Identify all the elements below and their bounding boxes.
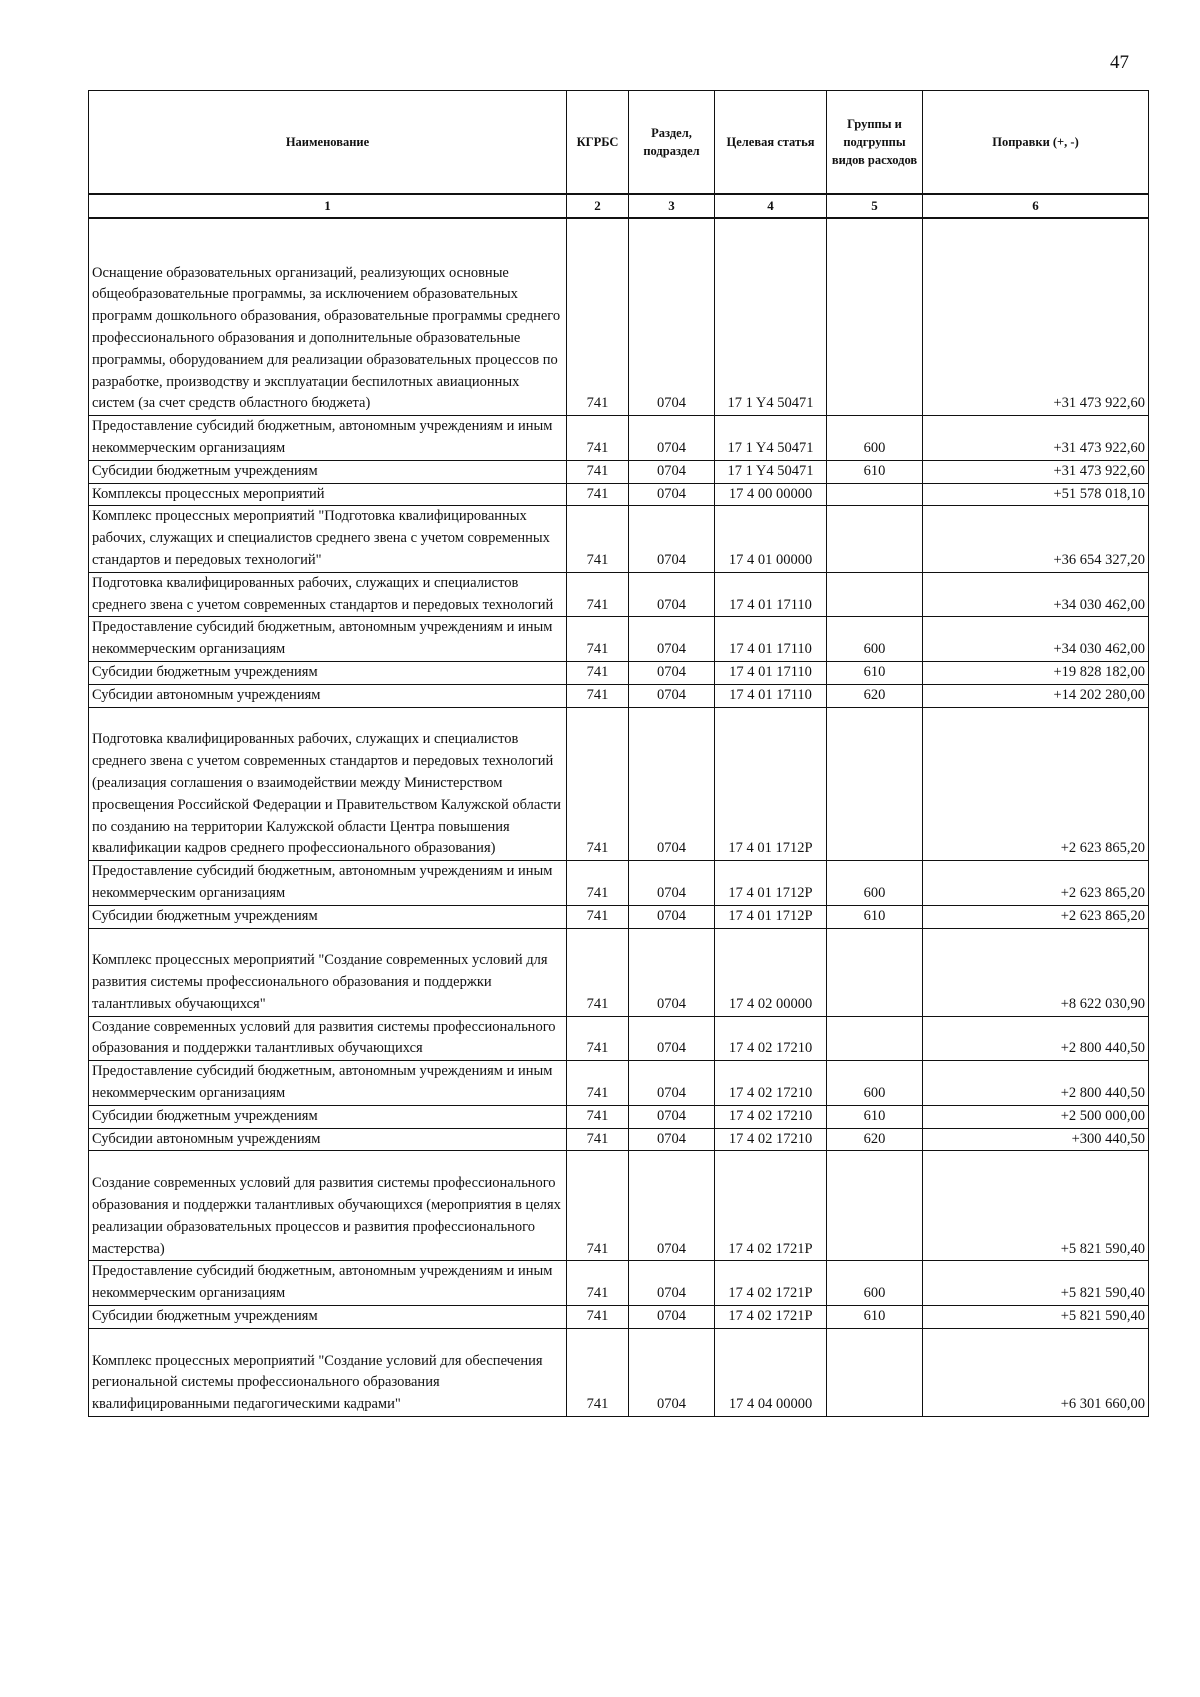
row-target: 17 4 01 17110 <box>715 661 827 684</box>
table-row <box>89 861 1149 906</box>
row-group: 610 <box>827 1306 923 1329</box>
row-amount: +6 301 660,00 <box>923 1328 1149 1416</box>
table-row <box>89 1328 1149 1416</box>
row-target: 17 4 01 17110 <box>715 617 827 662</box>
header-name: Наименование <box>89 91 567 195</box>
row-kgrbs: 741 <box>567 416 629 461</box>
table-row <box>89 617 1149 662</box>
row-target: 17 4 01 1712P <box>715 861 827 906</box>
header-target: Целевая статья <box>715 91 827 195</box>
row-section: 0704 <box>629 861 715 906</box>
row-section: 0704 <box>629 1328 715 1416</box>
row-name: Комплекс процессных мероприятий "Подготовка квалифицированных рабочих, служащих и специалистов среднего звена с учетом современных стандартов и передовых технологий" <box>89 506 567 572</box>
row-target: 17 1 Y4 50471 <box>715 460 827 483</box>
row-name: Предоставление субсидий бюджетным, автономным учреждениям и иным некоммерческим организациям <box>89 1261 567 1306</box>
table-row <box>89 1105 1149 1128</box>
budget-table <box>88 90 1149 1417</box>
row-name: Комплекс процессных мероприятий "Создание современных условий для развития системы профессионального образования и поддержки талантливых обучающихся" <box>89 928 567 1016</box>
row-group: 610 <box>827 661 923 684</box>
table-row <box>89 572 1149 617</box>
table-body <box>89 218 1149 1417</box>
row-target: 17 4 02 17210 <box>715 1061 827 1106</box>
row-section: 0704 <box>629 1105 715 1128</box>
row-name: Субсидии бюджетным учреждениям <box>89 1105 567 1128</box>
row-target: 17 4 00 00000 <box>715 483 827 506</box>
header-row <box>89 91 1149 195</box>
row-amount: +14 202 280,00 <box>923 684 1149 707</box>
table-row <box>89 218 1149 416</box>
row-group <box>827 483 923 506</box>
row-amount: +36 654 327,20 <box>923 506 1149 572</box>
row-name: Подготовка квалифицированных рабочих, служащих и специалистов среднего звена с учетом современных стандартов и передовых технологий (реализация соглашения о взаимодействии между Министерством просвещения Российской Федерации и Правительством Калужской области по созданию на территории Калужской области Центра повышения квалификации кадров среднего профессионального образования) <box>89 707 567 861</box>
row-group: 600 <box>827 1061 923 1106</box>
row-kgrbs: 741 <box>567 506 629 572</box>
row-name: Предоставление субсидий бюджетным, автономным учреждениям и иным некоммерческим организациям <box>89 861 567 906</box>
row-group: 620 <box>827 684 923 707</box>
row-group <box>827 928 923 1016</box>
row-target: 17 4 02 1721P <box>715 1151 827 1261</box>
row-group: 600 <box>827 861 923 906</box>
row-amount: +51 578 018,10 <box>923 483 1149 506</box>
row-target: 17 1 Y4 50471 <box>715 416 827 461</box>
row-amount: +8 622 030,90 <box>923 928 1149 1016</box>
row-kgrbs: 741 <box>567 572 629 617</box>
row-target: 17 1 Y4 50471 <box>715 218 827 416</box>
row-name: Предоставление субсидий бюджетным, автономным учреждениям и иным некоммерческим организациям <box>89 1061 567 1106</box>
table-row <box>89 1128 1149 1151</box>
row-target: 17 4 04 00000 <box>715 1328 827 1416</box>
column-number: 1 <box>89 194 567 218</box>
row-group: 600 <box>827 617 923 662</box>
row-kgrbs: 741 <box>567 460 629 483</box>
row-kgrbs: 741 <box>567 1328 629 1416</box>
row-target: 17 4 02 17210 <box>715 1105 827 1128</box>
row-group <box>827 1328 923 1416</box>
table-row <box>89 1151 1149 1261</box>
row-target: 17 4 01 1712P <box>715 905 827 928</box>
row-kgrbs: 741 <box>567 684 629 707</box>
page-number: 47 <box>1110 52 1129 73</box>
row-kgrbs: 741 <box>567 928 629 1016</box>
table-row <box>89 416 1149 461</box>
row-kgrbs: 741 <box>567 1261 629 1306</box>
row-section: 0704 <box>629 684 715 707</box>
row-name: Субсидии автономным учреждениям <box>89 684 567 707</box>
table-row <box>89 684 1149 707</box>
table-row <box>89 1261 1149 1306</box>
row-section: 0704 <box>629 617 715 662</box>
row-kgrbs: 741 <box>567 905 629 928</box>
row-target: 17 4 02 17210 <box>715 1016 827 1061</box>
row-section: 0704 <box>629 218 715 416</box>
row-name: Оснащение образовательных организаций, реализующих основные общеобразовательные программы, за исключением образовательных программ дошкольного образования, образовательные программы среднего профессионального образования и дополнительные образовательные программы, оборудованием для реализации образовательных процессов по разработке, производству и эксплуатации беспилотных авиационных систем (за счет средств областного бюджета) <box>89 218 567 416</box>
row-target: 17 4 01 1712P <box>715 707 827 861</box>
row-kgrbs: 741 <box>567 661 629 684</box>
row-name: Комплекс процессных мероприятий "Создание условий для обеспечения региональной системы профессионального образования квалифицированными педагогическими кадрами" <box>89 1328 567 1416</box>
table-row <box>89 506 1149 572</box>
row-name: Субсидии автономным учреждениям <box>89 1128 567 1151</box>
row-kgrbs: 741 <box>567 1016 629 1061</box>
row-kgrbs: 741 <box>567 1151 629 1261</box>
row-name: Субсидии бюджетным учреждениям <box>89 905 567 928</box>
row-section: 0704 <box>629 928 715 1016</box>
row-target: 17 4 01 00000 <box>715 506 827 572</box>
table-row <box>89 707 1149 861</box>
row-section: 0704 <box>629 707 715 861</box>
row-kgrbs: 741 <box>567 1105 629 1128</box>
column-number: 2 <box>567 194 629 218</box>
row-amount: +300 440,50 <box>923 1128 1149 1151</box>
row-name: Создание современных условий для развития системы профессионального образования и поддержки талантливых обучающихся <box>89 1016 567 1061</box>
row-target: 17 4 02 1721P <box>715 1306 827 1329</box>
row-name: Комплексы процессных мероприятий <box>89 483 567 506</box>
row-target: 17 4 01 17110 <box>715 684 827 707</box>
column-number: 6 <box>923 194 1149 218</box>
row-target: 17 4 02 1721P <box>715 1261 827 1306</box>
row-target: 17 4 01 17110 <box>715 572 827 617</box>
row-group <box>827 707 923 861</box>
row-group <box>827 572 923 617</box>
row-section: 0704 <box>629 460 715 483</box>
row-kgrbs: 741 <box>567 1306 629 1329</box>
table-row <box>89 661 1149 684</box>
row-amount: +31 473 922,60 <box>923 218 1149 416</box>
row-section: 0704 <box>629 1061 715 1106</box>
row-group: 610 <box>827 1105 923 1128</box>
row-section: 0704 <box>629 1128 715 1151</box>
row-group <box>827 1151 923 1261</box>
row-amount: +5 821 590,40 <box>923 1306 1149 1329</box>
row-group: 610 <box>827 460 923 483</box>
row-name: Субсидии бюджетным учреждениям <box>89 1306 567 1329</box>
table-row <box>89 1016 1149 1061</box>
row-kgrbs: 741 <box>567 483 629 506</box>
row-amount: +31 473 922,60 <box>923 416 1149 461</box>
row-group: 610 <box>827 905 923 928</box>
header-section: Раздел, подраздел <box>629 91 715 195</box>
row-section: 0704 <box>629 572 715 617</box>
row-kgrbs: 741 <box>567 1061 629 1106</box>
row-amount: +2 500 000,00 <box>923 1105 1149 1128</box>
table-row <box>89 1061 1149 1106</box>
row-kgrbs: 741 <box>567 1128 629 1151</box>
header-amount: Поправки (+, -) <box>923 91 1149 195</box>
row-name: Субсидии бюджетным учреждениям <box>89 460 567 483</box>
row-section: 0704 <box>629 661 715 684</box>
row-section: 0704 <box>629 506 715 572</box>
table-row <box>89 1306 1149 1329</box>
row-group: 600 <box>827 416 923 461</box>
column-number: 5 <box>827 194 923 218</box>
row-amount: +19 828 182,00 <box>923 661 1149 684</box>
row-name: Субсидии бюджетным учреждениям <box>89 661 567 684</box>
row-group <box>827 506 923 572</box>
row-amount: +5 821 590,40 <box>923 1261 1149 1306</box>
header-kgrbs: КГРБС <box>567 91 629 195</box>
row-kgrbs: 741 <box>567 861 629 906</box>
row-amount: +2 623 865,20 <box>923 861 1149 906</box>
row-section: 0704 <box>629 1151 715 1261</box>
table-row <box>89 905 1149 928</box>
row-amount: +34 030 462,00 <box>923 572 1149 617</box>
row-section: 0704 <box>629 905 715 928</box>
row-name: Подготовка квалифицированных рабочих, служащих и специалистов среднего звена с учетом современных стандартов и передовых технологий <box>89 572 567 617</box>
row-amount: +2 800 440,50 <box>923 1016 1149 1061</box>
row-group: 620 <box>827 1128 923 1151</box>
row-name: Создание современных условий для развития системы профессионального образования и поддержки талантливых обучающихся (мероприятия в целях реализации образовательных процессов и развития профессионального мастерства) <box>89 1151 567 1261</box>
table-row <box>89 928 1149 1016</box>
row-name: Предоставление субсидий бюджетным, автономным учреждениям и иным некоммерческим организациям <box>89 416 567 461</box>
row-section: 0704 <box>629 1261 715 1306</box>
column-number-row <box>89 194 1149 218</box>
row-amount: +5 821 590,40 <box>923 1151 1149 1261</box>
row-amount: +2 800 440,50 <box>923 1061 1149 1106</box>
row-target: 17 4 02 17210 <box>715 1128 827 1151</box>
row-section: 0704 <box>629 416 715 461</box>
row-group <box>827 1016 923 1061</box>
row-amount: +2 623 865,20 <box>923 707 1149 861</box>
row-amount: +2 623 865,20 <box>923 905 1149 928</box>
row-group: 600 <box>827 1261 923 1306</box>
row-section: 0704 <box>629 1016 715 1061</box>
row-kgrbs: 741 <box>567 617 629 662</box>
column-number: 3 <box>629 194 715 218</box>
row-kgrbs: 741 <box>567 707 629 861</box>
row-name: Предоставление субсидий бюджетным, автономным учреждениям и иным некоммерческим организациям <box>89 617 567 662</box>
table-row <box>89 483 1149 506</box>
row-kgrbs: 741 <box>567 218 629 416</box>
row-amount: +31 473 922,60 <box>923 460 1149 483</box>
table-row <box>89 460 1149 483</box>
header-groups: Группы и подгруппы видов расходов <box>827 91 923 195</box>
row-amount: +34 030 462,00 <box>923 617 1149 662</box>
column-number: 4 <box>715 194 827 218</box>
row-section: 0704 <box>629 1306 715 1329</box>
row-section: 0704 <box>629 483 715 506</box>
row-group <box>827 218 923 416</box>
row-target: 17 4 02 00000 <box>715 928 827 1016</box>
